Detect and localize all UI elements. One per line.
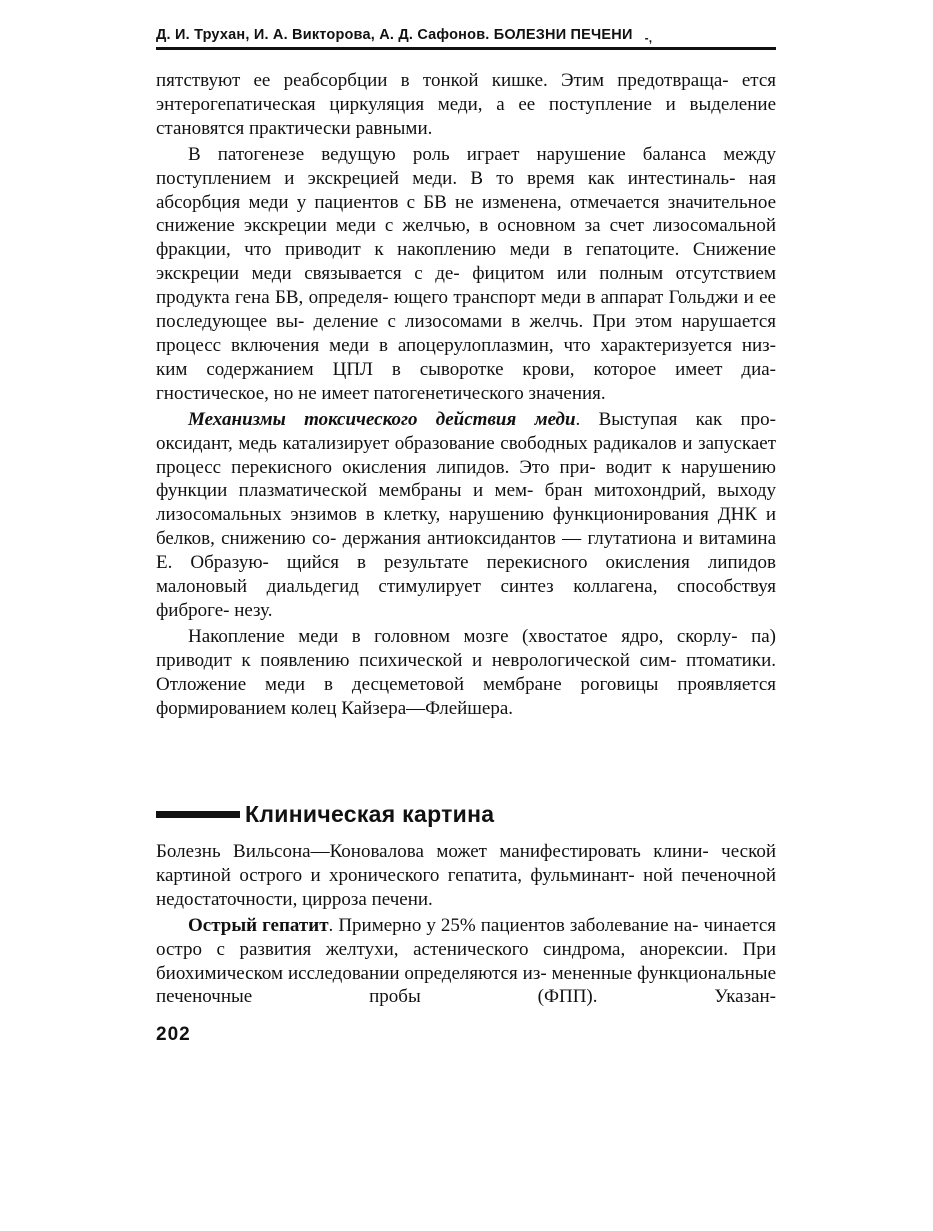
section-heading-title: Клиническая картина xyxy=(245,800,495,827)
line: бран митохондрий, выходу лизосомальных энзимов в клетку, xyxy=(156,480,777,526)
line: па) приводит к появлению психической и неврологической сим- xyxy=(156,625,776,671)
line: ется энтерогепатическая циркуляция меди, а ее поступление и xyxy=(156,70,776,115)
line: незу. xyxy=(234,599,273,621)
line: ким содержанием ЦПЛ в сыворотке крови, которое имеет диа- xyxy=(156,358,776,380)
line: Болезнь Вильсона—Коновалова может манифестировать клини- xyxy=(156,841,709,862)
line: оксидант, медь катализирует образование свободных радикалов xyxy=(156,432,677,454)
line: включения меди в апоцерулоплазмин, что характеризуется низ- xyxy=(230,334,777,356)
line: проявляется формированием колец Кайзера—Флейшера. xyxy=(156,673,776,719)
line: выделение становятся практически равными. xyxy=(156,93,777,139)
line: анорексии. При биохимическом исследовании определяются из- xyxy=(156,938,777,984)
line: деление с лизосомами в желчь. При этом нарушается процесс xyxy=(156,311,776,356)
paragraph-6 xyxy=(156,914,776,1010)
body-text-bottom xyxy=(156,840,776,1009)
line: . Выступая как про- xyxy=(575,408,776,430)
paragraph-5 xyxy=(156,840,776,912)
line: гностическое, но не имеет патогенетического значения. xyxy=(156,382,606,404)
line: значительное снижение экскреции меди с желчью, в основном xyxy=(156,191,777,237)
line: ческой картиной острого и хронического гепатита, фульминант- xyxy=(156,841,777,886)
section-heading xyxy=(156,799,776,829)
line: В патогенезе ведущую роль играет нарушение баланса между xyxy=(188,143,776,165)
body-text-top xyxy=(156,69,776,720)
line: Накопление меди в головном мозге (хвостатое ядро, скорлу- xyxy=(188,625,738,647)
running-head-mark: -, xyxy=(644,31,653,45)
line: . Примерно у 25% пациентов заболевание на- xyxy=(328,914,699,936)
line: поступлением и экскрецией меди. В то время как интестиналь- xyxy=(156,167,736,189)
paragraph-2 xyxy=(156,143,776,406)
line: за счет лизосомальной фракции, что приводит к накоплению xyxy=(156,215,776,261)
line: щийся в результате перекисного окисления липидов малоновый xyxy=(156,552,777,598)
line: водит к нарушению функции плазматической мембраны и мем- xyxy=(156,456,777,502)
line: держания антиоксидантов — глутатиона и витамина Е. Образую- xyxy=(156,528,776,574)
section-heading-bar xyxy=(156,811,240,818)
running-head xyxy=(156,27,776,49)
line: диальдегид стимулирует синтез коллагена, способствуя фиброге- xyxy=(156,576,776,621)
line: птоматики. Отложение меди в десцеметовой мембране роговицы xyxy=(156,649,776,695)
line: ной печеночной недостаточности, цирроза печени. xyxy=(156,864,776,910)
line: мененные функциональные печеночные пробы (ФПП). Указан- xyxy=(156,962,777,1008)
line: пятствуют ее реабсорбции в тонкой кишке. Этим предотвраща- xyxy=(156,70,729,91)
line: фицитом или полным отсутствием продукта гена БВ, определя- xyxy=(156,263,777,309)
line: ющего транспорт меди в аппарат Гольджи и ее последующее вы- xyxy=(156,287,776,333)
lead-heading: Механизмы токсического действия меди xyxy=(188,408,576,430)
page-number: 202 xyxy=(156,1024,191,1045)
line: ная абсорбция меди у пациентов с БВ не изменена, отмечается xyxy=(156,167,776,213)
paragraph-4 xyxy=(156,625,776,721)
line: нарушению функционирования ДНК и белков, снижению со- xyxy=(156,504,777,550)
line: чинается остро с развития желтухи, астенического синдрома, xyxy=(156,914,776,960)
lead-heading: Острый гепатит xyxy=(188,914,329,936)
line: меди в гепатоците. Снижение экскреции меди связывается с де- xyxy=(156,239,776,285)
line: и запускает процесс перекисного окисления липидов. Это при- xyxy=(156,432,776,478)
running-head-text: Д. И. Трухан, И. А. Викторова, А. Д. Сафонов. БОЛЕЗНИ ПЕЧЕНИ xyxy=(156,27,633,43)
paragraph-3 xyxy=(156,408,776,623)
paragraph-1 xyxy=(156,69,776,141)
header-rule xyxy=(156,47,776,50)
